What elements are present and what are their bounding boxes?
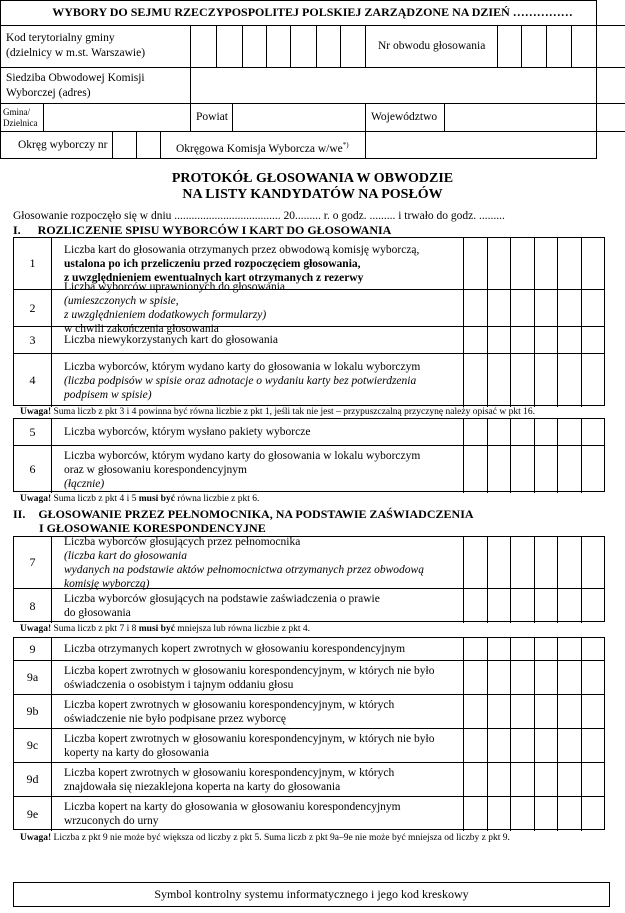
digit-box[interactable] <box>535 729 559 762</box>
gmina-field[interactable] <box>43 104 44 131</box>
digit-box[interactable] <box>511 763 535 796</box>
digit-box[interactable] <box>582 589 605 623</box>
territorial-code-row <box>0 26 625 68</box>
digit-box[interactable] <box>535 695 559 728</box>
territorial-code-label <box>6 31 145 61</box>
commission-seat-row <box>0 68 625 104</box>
digit-box[interactable] <box>488 238 512 289</box>
digit-box[interactable] <box>582 695 605 728</box>
row-text: Liczba kopert zwrotnych w głosowaniu korespondencyjnym, w których nie było <box>64 664 435 677</box>
digit-box[interactable] <box>558 419 582 445</box>
digit-box[interactable] <box>535 797 559 831</box>
row-description <box>52 446 464 493</box>
note-warning-label: Uwaga! <box>20 624 52 634</box>
row-text: znajdowała się niezaklejona koperta na karty do głosowania <box>64 780 341 793</box>
voivodeship-field[interactable] <box>444 104 445 131</box>
district-number-label: Nr obwodu głosowania <box>378 40 486 52</box>
digit-boxes[interactable] <box>464 290 604 326</box>
note-text-bold: musi być <box>138 624 175 634</box>
row-text-italic: (umieszczonych w spisie, <box>64 295 179 307</box>
table-row <box>14 661 604 695</box>
digit-box[interactable] <box>464 589 488 623</box>
row-number: 4 <box>14 354 52 407</box>
row-text: Liczba wyborców, którym wydano karty do głosowania w lokalu wyborczym <box>64 449 421 462</box>
note-text-bold: musi być <box>138 494 175 504</box>
digit-box[interactable] <box>511 354 535 407</box>
table-row <box>14 419 604 446</box>
gmina-label-line2: Dzielnica <box>3 118 38 128</box>
digit-box[interactable] <box>558 661 582 694</box>
digit-box[interactable] <box>558 797 582 831</box>
digit-boxes[interactable] <box>464 327 604 353</box>
digit-box[interactable] <box>558 290 582 326</box>
row-description <box>52 661 464 694</box>
table-row <box>14 537 604 589</box>
digit-boxes[interactable] <box>464 729 604 762</box>
admin-units-row <box>0 104 625 132</box>
digit-box[interactable] <box>511 638 535 660</box>
digit-box[interactable] <box>582 797 605 831</box>
row-text: Liczba wyborców, którym wydano karty do głosowania w lokalu wyborczym <box>64 360 421 373</box>
district-number-digit[interactable] <box>497 26 498 67</box>
section2-heading <box>13 507 474 535</box>
section1-table-a <box>13 237 605 406</box>
digit-box[interactable] <box>488 589 512 623</box>
row-number: 9e <box>14 797 52 831</box>
table-row <box>14 446 604 493</box>
row-text-italic: wydanych na podstawie aktów pełnomocnictwa otrzymanych przez obwodową <box>64 563 424 576</box>
row-text: koperty na karty do głosowania <box>64 746 209 759</box>
table-row <box>14 638 604 661</box>
table-row <box>14 589 604 623</box>
digit-boxes[interactable] <box>464 446 604 493</box>
row-text: Liczba kart do głosowania otrzymanych przez obwodową komisję wyborczą, <box>64 243 420 256</box>
digit-box[interactable] <box>464 419 488 445</box>
table-row <box>14 354 604 407</box>
digit-box[interactable] <box>464 537 488 588</box>
row-number: 2 <box>14 290 52 326</box>
digit-boxes[interactable] <box>464 354 604 407</box>
constituency-digit[interactable] <box>136 132 137 159</box>
digit-box[interactable] <box>464 695 488 728</box>
row-text: oświadczenie nie było podpisane przez wyborcę <box>64 712 286 725</box>
header-title: WYBORY DO SEJMU RZECZYPOSPOLITEJ POLSKIEJ ZARZĄDZONE NA DZIEŃ …………… <box>52 5 573 19</box>
digit-box[interactable] <box>511 238 535 289</box>
row-text: Liczba kopert zwrotnych w głosowaniu korespondencyjnym, w których nie było <box>64 732 435 745</box>
digit-box[interactable] <box>488 729 512 762</box>
digit-box[interactable] <box>488 354 512 407</box>
digit-box[interactable] <box>582 354 605 407</box>
note-warning-label: Uwaga! <box>20 494 52 504</box>
territorial-code-digit[interactable] <box>242 26 243 67</box>
digit-boxes[interactable] <box>464 797 604 831</box>
row-text: do głosowania <box>64 607 131 619</box>
row-description <box>52 695 464 728</box>
header-title-row <box>0 0 625 26</box>
row-description <box>52 419 464 445</box>
digit-box[interactable] <box>558 729 582 762</box>
row-text-italic: podpisem w spisie) <box>64 388 152 401</box>
digit-box[interactable] <box>535 238 559 289</box>
digit-box[interactable] <box>488 290 512 326</box>
row-number: 9b <box>14 695 52 728</box>
constituency-label: Okręg wyborczy nr <box>18 139 108 151</box>
note-text: Liczba z pkt 9 nie może być większa od liczby z pkt 5. Suma liczb z pkt 9a–9e nie może być mniejsza od liczby z pkt 9. <box>51 833 510 843</box>
row-description <box>52 729 464 762</box>
digit-box[interactable] <box>582 661 605 694</box>
digit-box[interactable] <box>535 763 559 796</box>
digit-box[interactable] <box>511 419 535 445</box>
row-text: Liczba kopert na karty do głosowania w głosowaniu korespondencyjnym <box>64 801 401 813</box>
digit-box[interactable] <box>488 446 512 493</box>
digit-box[interactable] <box>488 797 512 831</box>
row-text-italic: (liczba kart do głosowania <box>64 549 187 562</box>
digit-box[interactable] <box>535 446 559 493</box>
territorial-code-digit[interactable] <box>290 26 291 67</box>
digit-box[interactable] <box>558 446 582 493</box>
digit-box[interactable] <box>511 446 535 493</box>
district-commission-label <box>176 138 349 157</box>
digit-box[interactable] <box>558 763 582 796</box>
commission-seat-label-line1: Siedziba Obwodowej Komisji <box>6 72 145 84</box>
row-text: oświadczenia o osobistym i tajnym oddaniu głosu <box>64 678 294 691</box>
row-description <box>52 327 464 353</box>
note-warning-label: Uwaga! <box>20 833 52 843</box>
digit-box[interactable] <box>488 661 512 694</box>
digit-boxes[interactable] <box>464 661 604 694</box>
digit-box[interactable] <box>582 638 605 660</box>
control-symbol-label: Symbol kontrolny systemu informatycznego i jego kod kreskowy <box>154 887 469 901</box>
digit-box[interactable] <box>582 729 605 762</box>
digit-box[interactable] <box>535 638 559 660</box>
digit-boxes[interactable] <box>464 419 604 445</box>
row-text: Liczba kopert zwrotnych w głosowaniu korespondencyjnym, w których <box>64 698 395 711</box>
digit-box[interactable] <box>558 589 582 623</box>
row-number: 5 <box>14 419 52 445</box>
section1-table-b <box>13 418 605 492</box>
digit-box[interactable] <box>511 729 535 762</box>
table-row <box>14 281 604 335</box>
row-number: 9 <box>14 638 52 660</box>
row-text: ustalona po ich przeliczeniu przed rozpoczęciem głosowania, <box>64 257 361 270</box>
digit-box[interactable] <box>582 446 605 493</box>
digit-boxes[interactable] <box>464 589 604 623</box>
digit-box[interactable] <box>464 290 488 326</box>
row-number: 9a <box>14 661 52 694</box>
row-description <box>52 354 464 407</box>
row-text: Liczba kopert zwrotnych w głosowaniu korespondencyjnym, w których <box>64 766 395 779</box>
digit-box[interactable] <box>582 763 605 796</box>
gmina-label-line1: Gmina/ <box>3 107 30 117</box>
note-4 <box>20 832 510 844</box>
section1-title: ROZLICZENIE SPISU WYBORCÓW I KART DO GŁOSOWANIA <box>37 223 392 237</box>
voivodeship-label: Województwo <box>371 111 438 123</box>
row-number: 6 <box>14 446 52 493</box>
protocol-title-line1: PROTOKÓŁ GŁOSOWANIA W OBWODZIE <box>171 171 454 186</box>
digit-box[interactable] <box>582 419 605 445</box>
district-commission-footnote-mark: *) <box>342 141 349 149</box>
note-3 <box>20 623 310 635</box>
row-text: w chwili zakończenia głosowania <box>64 323 219 335</box>
note-warning-label: Uwaga! <box>20 407 52 417</box>
powiat-label: Powiat <box>196 111 228 123</box>
digit-box[interactable] <box>558 638 582 660</box>
digit-boxes[interactable] <box>464 763 604 796</box>
commission-seat-label <box>6 71 145 101</box>
digit-box[interactable] <box>511 537 535 588</box>
table-row <box>14 797 604 831</box>
digit-box[interactable] <box>511 589 535 623</box>
row-number: 7 <box>14 537 52 588</box>
digit-box[interactable] <box>488 638 512 660</box>
digit-boxes[interactable] <box>464 537 604 588</box>
digit-box[interactable] <box>535 354 559 407</box>
row-text: Liczba niewykorzystanych kart do głosowania <box>64 334 278 346</box>
territorial-code-digit[interactable] <box>340 26 341 67</box>
digit-box[interactable] <box>488 763 512 796</box>
row-number: 8 <box>14 589 52 623</box>
commission-seat-label-line2: Wyborczej (adres) <box>6 87 91 99</box>
row-description <box>52 797 464 831</box>
digit-box[interactable] <box>582 290 605 326</box>
row-number: 3 <box>14 327 52 353</box>
digit-box[interactable] <box>464 354 488 407</box>
section2-table-a <box>13 536 605 622</box>
section2-number: II. <box>13 507 26 521</box>
row-text: Liczba wyborców uprawnionych do głosowania <box>64 281 285 293</box>
row-text-italic: komisję wyborczą) <box>64 577 150 590</box>
section2-title-line1: GŁOSOWANIE PRZEZ PEŁNOMOCNIKA, NA PODSTAWIE ZAŚWIADCZENIA <box>38 507 474 521</box>
election-header <box>0 0 597 159</box>
note-text: Suma liczb z pkt 4 i 5 <box>51 494 139 504</box>
digit-box[interactable] <box>488 537 512 588</box>
digit-box[interactable] <box>464 797 488 831</box>
district-number-digit[interactable] <box>571 26 572 67</box>
row-description <box>52 589 464 623</box>
digit-box[interactable] <box>511 797 535 831</box>
row-text: Liczba wyborców głosujących na podstawie zaświadczenia o prawie <box>64 593 380 605</box>
row-number: 9d <box>14 763 52 796</box>
digit-box[interactable] <box>582 537 605 588</box>
commission-seat-field[interactable] <box>190 68 191 103</box>
digit-box[interactable] <box>558 354 582 407</box>
note-2 <box>20 493 259 505</box>
digit-box[interactable] <box>488 327 512 353</box>
district-commission-field[interactable] <box>365 132 366 159</box>
table-row <box>14 763 604 797</box>
row-number: 9c <box>14 729 52 762</box>
digit-box[interactable] <box>511 661 535 694</box>
row-text-italic: z uwzględnieniem dodatkowych formularzy) <box>64 309 267 321</box>
digit-box[interactable] <box>464 238 488 289</box>
row-description <box>52 638 464 660</box>
section2-title-line2: I GŁOSOWANIE KORESPONDENCYJNE <box>39 521 266 535</box>
digit-box[interactable] <box>464 446 488 493</box>
table-row <box>14 729 604 763</box>
digit-box[interactable] <box>558 537 582 588</box>
voting-start-line[interactable]: Głosowanie rozpoczęło się w dniu ..................................... 20......... r. o godz. ......... i trwało do godz. ......... <box>13 210 505 222</box>
digit-box[interactable] <box>535 327 559 353</box>
digit-box[interactable] <box>511 327 535 353</box>
note-text: mniejsza lub równa liczbie z pkt 4. <box>174 624 310 634</box>
row-description <box>52 537 464 588</box>
territorial-code-label-line1: Kod terytorialny gminy <box>6 32 115 44</box>
row-text-italic: (liczba podpisów w spisie oraz adnotacje o wydaniu karty bez potwierdzenia <box>64 374 417 387</box>
row-text-italic: (łącznie) <box>64 477 105 490</box>
district-commission-label-text: Okręgowa Komisja Wyborcza w/we <box>176 142 343 155</box>
section1-number: I. <box>13 223 21 237</box>
note-text: równa liczbie z pkt 6. <box>174 494 260 504</box>
digit-box[interactable] <box>582 238 605 289</box>
digit-box[interactable] <box>535 290 559 326</box>
digit-boxes[interactable] <box>464 638 604 660</box>
table-row <box>14 695 604 729</box>
section1-heading <box>13 223 391 237</box>
territorial-code-digit[interactable] <box>216 26 217 67</box>
row-text: wrzuconych do urny <box>64 815 159 827</box>
table-row <box>14 327 604 354</box>
digit-boxes[interactable] <box>464 238 604 289</box>
digit-boxes[interactable] <box>464 695 604 728</box>
row-text: Liczba wyborców głosujących przez pełnomocnika <box>64 535 301 548</box>
row-text: z uwzględnieniem ewentualnych kart otrzymanych z rezerwy <box>64 271 364 284</box>
row-text: oraz w głosowaniu korespondencyjnym <box>64 463 248 476</box>
digit-box[interactable] <box>535 589 559 623</box>
digit-box[interactable] <box>488 695 512 728</box>
powiat-field[interactable] <box>232 104 233 131</box>
digit-box[interactable] <box>464 638 488 660</box>
digit-box[interactable] <box>511 695 535 728</box>
digit-box[interactable] <box>464 729 488 762</box>
constituency-digit[interactable] <box>112 132 113 159</box>
section2-table-b <box>13 637 605 830</box>
row-description <box>52 281 464 335</box>
territorial-code-digit[interactable] <box>316 26 317 67</box>
digit-box[interactable] <box>511 290 535 326</box>
digit-box[interactable] <box>582 327 605 353</box>
digit-box[interactable] <box>558 327 582 353</box>
digit-box[interactable] <box>558 238 582 289</box>
digit-box[interactable] <box>464 661 488 694</box>
digit-box[interactable] <box>464 327 488 353</box>
district-number-digit[interactable] <box>521 26 522 67</box>
gmina-label <box>3 107 37 129</box>
digit-box[interactable] <box>535 661 559 694</box>
row-text: Liczba wyborców, którym wysłano pakiety wyborcze <box>64 426 311 438</box>
constituency-row <box>0 132 625 159</box>
territorial-code-label-line2: (dzielnicy w m.st. Warszawie) <box>6 47 146 59</box>
note-text: Suma liczb z pkt 3 i 4 powinna być równa liczbie z pkt 1, jeśli tak nie jest – przypuszczalną przyczynę należy opisać w pkt 16. <box>51 407 535 417</box>
digit-box[interactable] <box>464 763 488 796</box>
digit-box[interactable] <box>488 419 512 445</box>
digit-box[interactable] <box>535 537 559 588</box>
digit-box[interactable] <box>535 419 559 445</box>
protocol-title-line2: NA LISTY KANDYDATÓW NA POSŁÓW <box>182 187 443 202</box>
row-description <box>52 763 464 796</box>
digit-box[interactable] <box>558 695 582 728</box>
note-1 <box>20 406 535 418</box>
district-number-digit[interactable] <box>546 26 547 67</box>
territorial-code-digit[interactable] <box>266 26 267 67</box>
row-text: Liczba otrzymanych kopert zwrotnych w głosowaniu korespondencyjnym <box>64 643 406 655</box>
note-text: Suma liczb z pkt 7 i 8 <box>51 624 139 634</box>
control-symbol-box <box>13 882 610 907</box>
row-number: 1 <box>14 238 52 289</box>
